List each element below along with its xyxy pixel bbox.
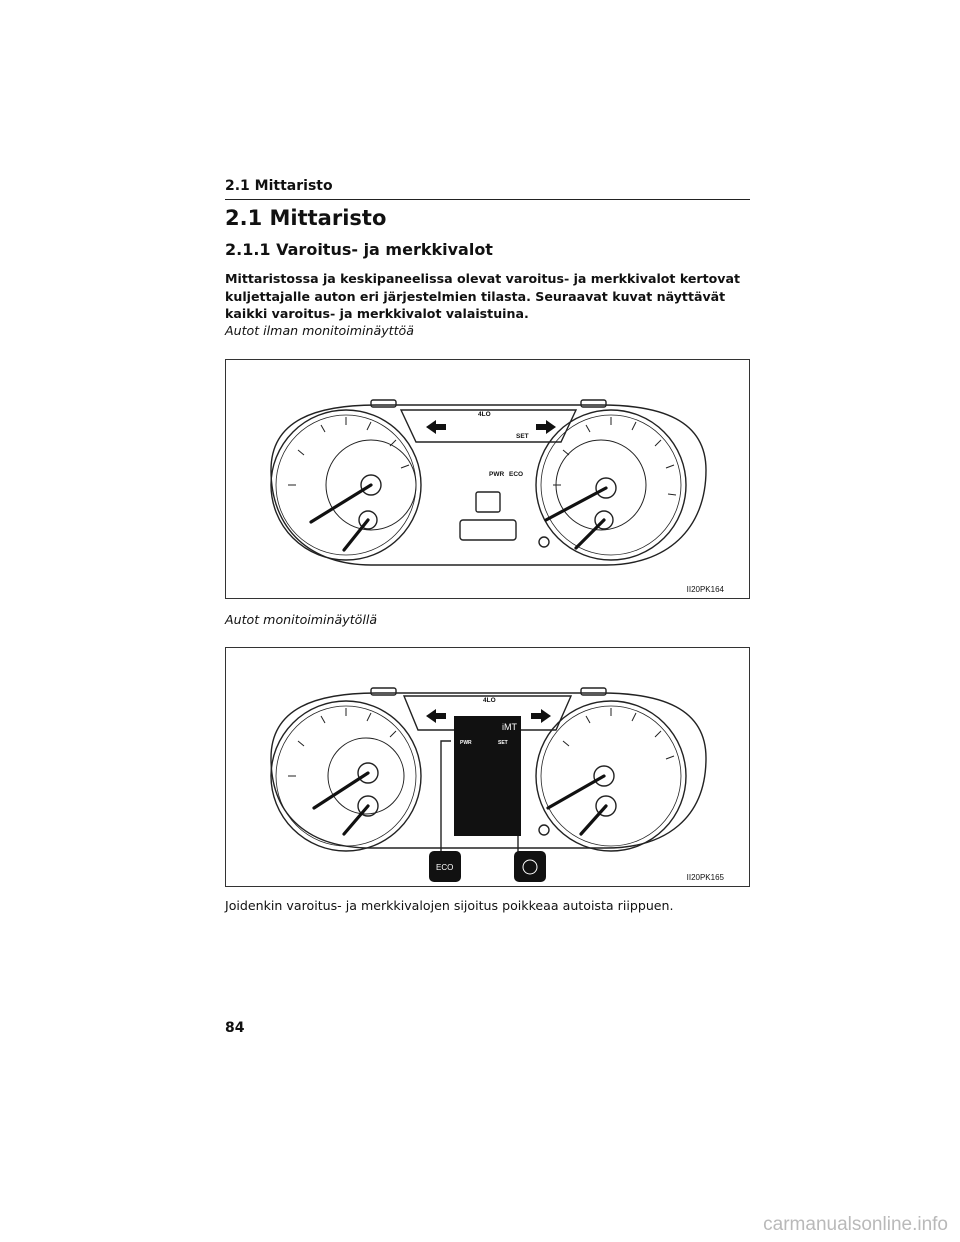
- intro-paragraph: Mittaristossa ja keskipaneelissa olevat varoitus- ja merkkivalot kertovat kuljettajalle auton eri järjestelmien tilasta. Seuraavat kuvat näyttävät kaikki varoitus- ja merkkivalot valaistuina.: [225, 271, 741, 321]
- indicator-imt: iMT: [502, 722, 517, 732]
- page-number: 84: [225, 1020, 245, 1036]
- footnote: Joidenkin varoitus- ja merkkivalojen sijoitus poikkeaa autoista riippuen.: [225, 898, 674, 913]
- figure-1-caption: Autot ilman monitoiminäyttöä: [225, 323, 414, 338]
- indicator-eco: ECO: [509, 471, 524, 478]
- figure-2-cluster: [225, 647, 750, 887]
- indicator-set: SET: [516, 433, 529, 440]
- watermark: carmanualsonline.info: [763, 1214, 948, 1235]
- indicator-pwr-2: PWR: [460, 740, 472, 746]
- indicator-pwr: PWR: [489, 471, 505, 478]
- figure-1-cluster: [225, 359, 750, 599]
- running-header: 2.1 Mittaristo: [225, 178, 750, 200]
- subsection-title: 2.1.1 Varoitus- ja merkkivalot: [225, 240, 493, 259]
- indicator-set-2: SET: [498, 740, 508, 746]
- indicator-4lo: 4LO: [478, 411, 491, 418]
- cluster-illustration-1: [226, 360, 750, 599]
- cluster-illustration-2: [226, 648, 750, 887]
- indicator-4lo-2: 4LO: [483, 697, 496, 704]
- figure-2-caption: Autot monitoiminäytöllä: [225, 612, 378, 627]
- section-title: 2.1 Mittaristo: [225, 206, 387, 230]
- figure-1-code: II20PK164: [686, 585, 724, 594]
- eco-button-label: ECO: [436, 863, 454, 872]
- figure-2-code: II20PK165: [686, 873, 724, 882]
